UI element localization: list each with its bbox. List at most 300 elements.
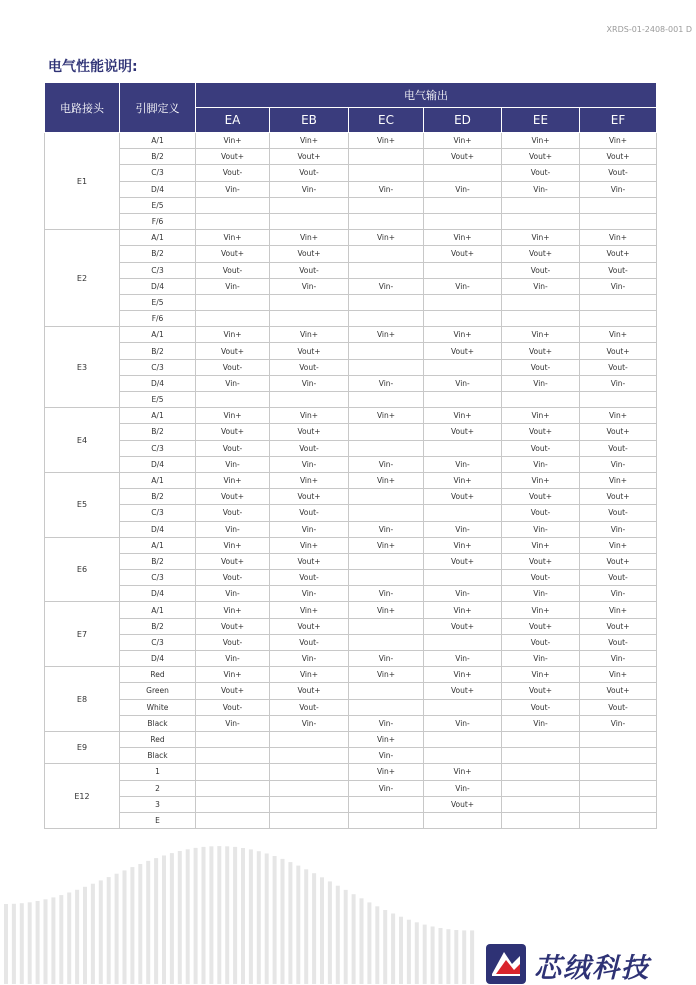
output-cell: Vout+	[580, 149, 657, 165]
pin-cell: F/6	[120, 311, 196, 327]
output-cell: Vin-	[270, 456, 349, 472]
output-cell: Vin+	[196, 133, 270, 149]
output-cell: Vin+	[580, 472, 657, 488]
output-cell	[424, 165, 502, 181]
output-cell	[502, 213, 580, 229]
decor-bar	[36, 901, 40, 984]
table-row	[45, 553, 657, 569]
output-cell	[349, 311, 424, 327]
circuit-group-cell: E12	[45, 764, 120, 829]
output-cell: Vout+	[502, 618, 580, 634]
output-cell: Vin+	[580, 327, 657, 343]
output-cell: Vin-	[424, 181, 502, 197]
output-cell	[580, 197, 657, 213]
table-row	[45, 133, 657, 149]
decor-bar	[336, 886, 340, 984]
pin-cell: D/4	[120, 586, 196, 602]
header-col-ee: EE	[502, 108, 580, 133]
table-row	[45, 311, 657, 327]
pin-cell: C/3	[120, 440, 196, 456]
output-cell: Vout+	[270, 149, 349, 165]
table-row	[45, 472, 657, 488]
output-cell	[270, 731, 349, 747]
output-cell	[196, 311, 270, 327]
decor-bar	[470, 930, 474, 984]
decor-bar	[44, 899, 48, 984]
output-cell: Vout-	[580, 570, 657, 586]
table-row	[45, 408, 657, 424]
output-cell	[580, 213, 657, 229]
output-cell: Vout-	[502, 440, 580, 456]
output-cell: Vout-	[196, 570, 270, 586]
output-cell: Vin-	[270, 651, 349, 667]
output-cell: Vout+	[270, 424, 349, 440]
pin-cell: C/3	[120, 634, 196, 650]
table-row	[45, 521, 657, 537]
decor-bar	[249, 849, 253, 984]
pin-cell: D/4	[120, 456, 196, 472]
output-cell: Vout+	[424, 618, 502, 634]
output-cell: Vin-	[424, 586, 502, 602]
output-cell	[196, 213, 270, 229]
output-cell: Vout+	[196, 618, 270, 634]
decor-bar	[233, 847, 237, 984]
pin-cell: Red	[120, 667, 196, 683]
output-cell: Vin+	[349, 133, 424, 149]
decor-bar	[59, 895, 63, 984]
decor-bar	[241, 848, 245, 984]
decor-bar	[296, 866, 300, 984]
brand-mark-icon	[486, 944, 526, 984]
output-cell: Vout+	[196, 489, 270, 505]
output-cell: Vin+	[502, 667, 580, 683]
output-cell: Vin+	[270, 667, 349, 683]
table-row	[45, 715, 657, 731]
output-cell: Vin+	[424, 667, 502, 683]
output-cell: Vout+	[424, 246, 502, 262]
output-cell: Vin+	[424, 472, 502, 488]
output-cell: Vout-	[502, 262, 580, 278]
pin-cell: Black	[120, 715, 196, 731]
pin-cell: E/5	[120, 294, 196, 310]
output-cell: Vin-	[349, 780, 424, 796]
table-row	[45, 456, 657, 472]
output-cell: Vout+	[270, 683, 349, 699]
output-cell: Vout-	[502, 165, 580, 181]
output-cell: Vout+	[196, 683, 270, 699]
decor-bar	[217, 846, 221, 984]
table-row	[45, 651, 657, 667]
output-cell: Vin-	[502, 586, 580, 602]
table-row	[45, 683, 657, 699]
output-cell: Vout-	[196, 165, 270, 181]
output-cell: Vout-	[580, 165, 657, 181]
output-cell: Vout-	[196, 359, 270, 375]
output-cell	[349, 796, 424, 812]
decor-bar	[12, 904, 16, 984]
output-cell: Vin+	[196, 602, 270, 618]
output-cell: Vin+	[580, 602, 657, 618]
table-row	[45, 149, 657, 165]
output-cell: Vin+	[270, 537, 349, 553]
pin-cell: A/1	[120, 327, 196, 343]
output-cell	[196, 764, 270, 780]
output-cell: Vout+	[270, 618, 349, 634]
decor-bar	[51, 897, 55, 984]
output-cell: Vin+	[424, 230, 502, 246]
table-row	[45, 181, 657, 197]
table-row	[45, 375, 657, 391]
output-cell: Vin-	[349, 375, 424, 391]
output-cell	[270, 780, 349, 796]
output-cell: Vin+	[424, 602, 502, 618]
output-cell	[424, 262, 502, 278]
output-cell: Vout-	[580, 505, 657, 521]
output-cell	[349, 440, 424, 456]
pin-cell: D/4	[120, 278, 196, 294]
output-cell: Vin-	[580, 651, 657, 667]
output-cell: Vin+	[270, 133, 349, 149]
output-cell: Vin+	[502, 230, 580, 246]
table-row	[45, 197, 657, 213]
output-cell	[349, 424, 424, 440]
decor-bar	[67, 893, 71, 985]
decor-bar	[154, 858, 158, 984]
decor-bar	[28, 902, 32, 984]
output-cell	[349, 570, 424, 586]
decor-bar	[273, 856, 277, 984]
circuit-group-cell: E4	[45, 408, 120, 473]
output-cell	[502, 392, 580, 408]
electrical-spec-table	[44, 82, 657, 829]
output-cell	[270, 311, 349, 327]
header-circuit: 电路接头	[45, 83, 120, 133]
output-cell: Vout+	[502, 553, 580, 569]
output-cell	[424, 311, 502, 327]
output-cell: Vout+	[196, 343, 270, 359]
output-cell	[349, 343, 424, 359]
table-row	[45, 586, 657, 602]
output-cell	[580, 764, 657, 780]
output-cell: Vin-	[424, 715, 502, 731]
output-cell: Vout+	[196, 424, 270, 440]
output-cell	[270, 748, 349, 764]
output-cell	[580, 748, 657, 764]
output-cell: Vout-	[270, 165, 349, 181]
output-cell: Vout-	[196, 440, 270, 456]
output-cell: Vin+	[270, 230, 349, 246]
output-cell: Vin-	[349, 278, 424, 294]
output-cell: Vout+	[580, 553, 657, 569]
output-cell: Vin+	[349, 408, 424, 424]
pin-cell: B/2	[120, 553, 196, 569]
decor-bar	[146, 861, 150, 984]
output-cell: Vin+	[196, 667, 270, 683]
table-row	[45, 748, 657, 764]
table-row	[45, 634, 657, 650]
circuit-group-cell: E3	[45, 327, 120, 408]
table-row	[45, 796, 657, 812]
pin-cell: D/4	[120, 375, 196, 391]
output-cell: Vout+	[502, 489, 580, 505]
output-cell: Vin-	[580, 375, 657, 391]
pin-cell: C/3	[120, 570, 196, 586]
table-row	[45, 667, 657, 683]
pin-cell: C/3	[120, 359, 196, 375]
output-cell: Vin+	[270, 472, 349, 488]
pin-cell: D/4	[120, 651, 196, 667]
header-pin: 引脚定义	[120, 83, 196, 133]
output-cell: Vin+	[502, 408, 580, 424]
output-cell	[502, 197, 580, 213]
decorative-wave-bars	[0, 820, 480, 984]
output-cell: Vin-	[424, 780, 502, 796]
output-cell: Vin-	[196, 375, 270, 391]
output-cell: Vin-	[424, 651, 502, 667]
output-cell	[349, 262, 424, 278]
pin-cell: E/5	[120, 197, 196, 213]
output-cell	[424, 359, 502, 375]
output-cell: Vin-	[349, 181, 424, 197]
output-cell: Vin-	[502, 375, 580, 391]
output-cell: Vout+	[424, 343, 502, 359]
output-cell: Vin-	[196, 586, 270, 602]
output-cell: Vout-	[270, 634, 349, 650]
output-cell: Vin+	[196, 327, 270, 343]
output-cell	[349, 392, 424, 408]
output-cell: Vin+	[270, 408, 349, 424]
output-cell: Vin+	[270, 327, 349, 343]
decor-bar	[367, 902, 371, 984]
pin-cell: 3	[120, 796, 196, 812]
output-cell: Vin-	[349, 748, 424, 764]
output-cell	[349, 359, 424, 375]
output-cell: Vout-	[580, 440, 657, 456]
output-cell: Vin+	[349, 731, 424, 747]
table-row	[45, 440, 657, 456]
pin-cell: B/2	[120, 489, 196, 505]
output-cell: Vout+	[502, 246, 580, 262]
output-cell: Vout-	[196, 634, 270, 650]
table-row	[45, 699, 657, 715]
output-cell: Vout+	[270, 553, 349, 569]
output-cell: Vout+	[196, 149, 270, 165]
header-col-ea: EA	[196, 108, 270, 133]
output-cell	[502, 294, 580, 310]
table-row	[45, 213, 657, 229]
output-cell	[580, 796, 657, 812]
output-cell	[196, 780, 270, 796]
output-cell: Vout+	[424, 424, 502, 440]
decor-bar	[202, 847, 206, 984]
output-cell: Vout-	[502, 634, 580, 650]
output-cell	[502, 311, 580, 327]
output-cell: Vout+	[580, 343, 657, 359]
output-cell: Vin-	[580, 586, 657, 602]
output-cell: Vin-	[196, 278, 270, 294]
pin-cell: White	[120, 699, 196, 715]
header-output: 电气输出	[196, 83, 657, 108]
output-cell: Vin+	[502, 472, 580, 488]
table-row	[45, 602, 657, 618]
output-cell: Vout+	[580, 246, 657, 262]
circuit-group-cell: E1	[45, 133, 120, 230]
output-cell: Vin-	[196, 521, 270, 537]
output-cell: Vin-	[502, 278, 580, 294]
output-cell: Vin+	[580, 133, 657, 149]
table-row	[45, 731, 657, 747]
output-cell: Vout-	[502, 570, 580, 586]
output-cell: Vin+	[349, 667, 424, 683]
output-cell: Vin+	[424, 327, 502, 343]
output-cell	[270, 294, 349, 310]
output-cell: Vin+	[502, 602, 580, 618]
output-cell: Vout+	[580, 489, 657, 505]
output-cell	[502, 796, 580, 812]
section-title: 电气性能说明:	[48, 59, 138, 75]
output-cell: Vin+	[580, 408, 657, 424]
decor-bar	[225, 846, 229, 984]
circuit-group-cell: E8	[45, 667, 120, 732]
output-cell: Vin+	[196, 472, 270, 488]
output-cell: Vout-	[502, 699, 580, 715]
output-cell	[270, 764, 349, 780]
decor-bar	[454, 930, 458, 984]
output-cell: Vin+	[502, 327, 580, 343]
decor-bar	[115, 874, 119, 984]
output-cell: Vin+	[196, 537, 270, 553]
decor-bar	[194, 848, 198, 984]
output-cell: Vout+	[424, 149, 502, 165]
output-cell	[424, 699, 502, 715]
circuit-group-cell: E6	[45, 537, 120, 602]
document-code: XRDS-01-2408-001 D	[606, 25, 692, 34]
output-cell: Vout-	[270, 262, 349, 278]
output-cell: Vin+	[424, 408, 502, 424]
decor-bar	[423, 925, 427, 984]
output-cell	[196, 731, 270, 747]
output-cell: Vin-	[502, 181, 580, 197]
output-cell: Vout+	[502, 424, 580, 440]
pin-cell: Red	[120, 731, 196, 747]
pin-cell: E/5	[120, 392, 196, 408]
table-row	[45, 327, 657, 343]
table-row	[45, 392, 657, 408]
decor-bar	[281, 859, 285, 984]
output-cell: Vout-	[580, 699, 657, 715]
decor-bar	[186, 849, 190, 984]
pin-cell: A/1	[120, 230, 196, 246]
output-cell	[349, 618, 424, 634]
pin-cell: E	[120, 812, 196, 828]
output-cell	[580, 731, 657, 747]
decor-bar	[304, 869, 308, 984]
decor-bar	[257, 851, 261, 984]
decor-bar	[312, 873, 316, 984]
table-row	[45, 537, 657, 553]
output-cell	[580, 311, 657, 327]
pin-cell: A/1	[120, 537, 196, 553]
output-cell: Vin-	[196, 715, 270, 731]
output-cell	[502, 812, 580, 828]
output-cell: Vin-	[502, 651, 580, 667]
output-cell	[424, 731, 502, 747]
output-cell	[196, 748, 270, 764]
output-cell: Vin+	[424, 537, 502, 553]
output-cell: Vin+	[196, 230, 270, 246]
output-cell: Vout-	[196, 262, 270, 278]
output-cell: Vin-	[270, 278, 349, 294]
decor-bar	[123, 870, 127, 984]
table-row	[45, 424, 657, 440]
table-row	[45, 343, 657, 359]
output-cell: Vin-	[270, 586, 349, 602]
output-cell: Vin-	[270, 375, 349, 391]
decor-bar	[399, 917, 403, 984]
pin-cell: D/4	[120, 521, 196, 537]
output-cell: Vout-	[196, 699, 270, 715]
decor-bar	[130, 867, 134, 984]
decor-bar	[170, 853, 174, 984]
output-cell: Vin-	[196, 651, 270, 667]
output-cell	[424, 213, 502, 229]
pin-cell: A/1	[120, 472, 196, 488]
decor-bar	[265, 854, 269, 985]
output-cell	[349, 489, 424, 505]
output-cell: Vin-	[270, 521, 349, 537]
output-cell	[424, 748, 502, 764]
output-cell: Vin-	[580, 456, 657, 472]
output-cell: Vin-	[502, 521, 580, 537]
output-cell: Vout-	[502, 505, 580, 521]
output-cell: Vout-	[270, 570, 349, 586]
output-cell: Vin-	[349, 521, 424, 537]
output-cell	[349, 699, 424, 715]
pin-cell: B/2	[120, 618, 196, 634]
output-cell: Vout-	[270, 505, 349, 521]
output-cell: Vout+	[424, 553, 502, 569]
output-cell: Vin-	[270, 715, 349, 731]
decor-bar	[75, 890, 79, 984]
table-row	[45, 230, 657, 246]
decor-bar	[344, 890, 348, 984]
output-cell	[424, 392, 502, 408]
decor-bar	[360, 898, 364, 984]
table-row	[45, 570, 657, 586]
table-row	[45, 780, 657, 796]
header-col-eb: EB	[270, 108, 349, 133]
decor-bar	[288, 862, 292, 984]
output-cell	[270, 197, 349, 213]
output-cell: Vout+	[580, 424, 657, 440]
output-cell	[424, 440, 502, 456]
brand-name: 芯绒科技	[534, 953, 650, 984]
output-cell	[349, 505, 424, 521]
decor-bar	[178, 851, 182, 984]
output-cell: Vin+	[580, 230, 657, 246]
output-cell: Vout+	[424, 489, 502, 505]
table-row	[45, 246, 657, 262]
output-cell	[196, 197, 270, 213]
output-cell: Vin-	[424, 521, 502, 537]
pin-cell: Green	[120, 683, 196, 699]
output-cell: Vin-	[349, 456, 424, 472]
output-cell: Vout+	[580, 683, 657, 699]
output-cell	[502, 748, 580, 764]
table-row	[45, 489, 657, 505]
output-cell	[196, 796, 270, 812]
header-col-ef: EF	[580, 108, 657, 133]
